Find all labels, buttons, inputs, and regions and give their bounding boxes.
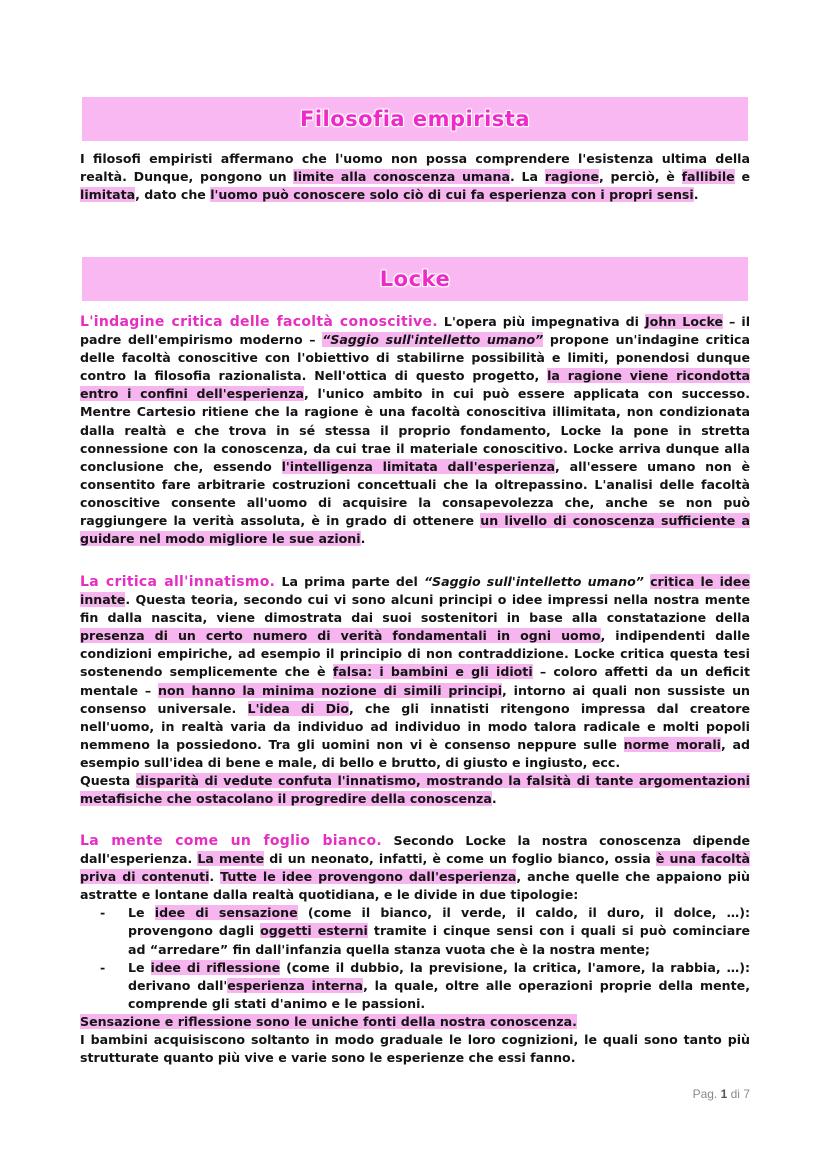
highlight: Tutte le idee provengono dall'esperienza [220, 869, 517, 885]
text: , dato che [135, 187, 211, 203]
highlight: limitata [80, 187, 136, 203]
text: . La [510, 169, 545, 185]
highlight: disparità di vedute confuta l'innatismo, mostrando la falsità di tante argomentazioni metafisiche che ostacolano il progredire della conoscenza [80, 773, 750, 807]
highlight: L'idea di Dio [247, 700, 350, 716]
text: Secondo Locke la nostra conoscenza dipende dall'esperienza. [80, 833, 750, 867]
text: tramite i cinque sensi con i quali si può cominciare ad “arredare” fin dall'infanzia quella stanza vuota che è la nostra mente; [128, 923, 750, 957]
text: – coloro affetti da un deficit mentale – [80, 664, 750, 698]
paragraph-foglio-bianco [80, 832, 750, 1067]
highlight: l'uomo può conoscere solo ciò di cui fa esperienza con i propri sensi [210, 187, 694, 203]
section-banner-empirismo [82, 97, 748, 141]
text: , l'unico ambito in cui può essere applicata con successo. Mentre Cartesio ritiene che la ragione è una facoltà conoscitiva illimitata, non condizionata dalla realtà e che trova in sé stessa il proprio fondamento, Locke la pone in stretta connessione con la conoscenza, da cui trae il materiale conoscitivo. Locke arriva dunque alla conclusione che, essendo [80, 386, 750, 474]
text: , anche quelle che appaiono più astratte e lontane dalla realtà quotidiana, e le divide in due tipologie: [80, 869, 750, 903]
highlight: la ragione viene ricondotta entro i confini dell'esperienza [80, 368, 750, 402]
text: propone un'indagine critica delle facoltà conoscitive con l'obiettivo di stabilirne possibilità e limiti, ponendosi dunque contro la filosofia razionalista. Nell'ottica di questo progetto, [80, 332, 750, 384]
paragraph-heading: L'indagine critica delle facoltà conoscitive. [80, 314, 438, 330]
highlight: esperienza interna [227, 977, 364, 993]
text: di un neonato, infatti, è come un foglio bianco, ossia [264, 851, 656, 867]
list-item [80, 904, 750, 958]
text: , indipendenti dalle condizioni empiriche, ad esempio il principio di non contraddizione. Locke critica questa tesi sostenendo semplicemente che è [80, 628, 750, 680]
highlight: idee di riflessione [150, 959, 281, 975]
text: . Questa teoria, secondo cui vi sono alcuni principi o idee impressi nella nostra mente fin dalla nascita, viene dimostrata dai suoi sostenitori in base alla constatazione della [80, 592, 750, 626]
highlight: non hanno la minima nozione di simili principi [158, 682, 503, 698]
highlight: limite alla conoscenza umana [293, 169, 510, 185]
highlight: oggetti esterni [260, 923, 368, 939]
text: I bambini acquisiscono soltanto in modo graduale le loro cognizioni, le quali sono tanto più strutturate quanto più vive e varie sono le esperienze che essi fanno. [80, 1032, 750, 1066]
paragraph-heading: La critica all'innatismo. [80, 574, 276, 590]
text: La prima parte del [275, 574, 424, 589]
highlight: fallibile [681, 169, 735, 185]
text: , che gli innatisti ritengono impressa dal creatore nell'uomo, in realtà varia da individuo ad individuo in modo talora radicale e molti popoli nemmeno la possiedono. Tra gli uomini non vi è consenso neppure sulle [80, 700, 750, 752]
highlight-conclusion: Sensazione e riflessione sono le uniche fonti della nostra conoscenza. [80, 1013, 577, 1029]
text: Le [128, 905, 155, 921]
highlight: è una facoltà priva di contenuti [80, 851, 750, 885]
text: – il padre dell'empirismo moderno – [80, 314, 751, 348]
section-banner-locke [82, 257, 748, 301]
current-page: 1 [720, 1087, 728, 1101]
footer-text: Pag. [692, 1087, 721, 1101]
highlight: idee di sensazione [154, 905, 298, 921]
text: , la quale, oltre alle operazioni proprie della mente, comprende gli stati d'animo e le passioni. [128, 977, 750, 1011]
idea-types-list [80, 904, 750, 1013]
highlight: norme morali [623, 736, 721, 752]
page-number [660, 1087, 750, 1101]
paragraph-indagine-critica [80, 313, 750, 548]
highlight: falsa: i bambini e gli idioti [332, 664, 533, 680]
text: (come il bianco, il verde, il caldo, il duro, il dolce, …): provengono dagli [128, 905, 750, 939]
section-title: Filosofia empirista [299, 107, 531, 131]
text: (come il dubbio, la previsione, la critica, l'amore, la rabbia, …): derivano dall' [128, 959, 750, 993]
highlight: un livello di conoscenza sufficiente a guidare nel modo migliore le sue azioni [80, 513, 750, 547]
total-pages: 7 [743, 1087, 750, 1101]
list-item [80, 959, 750, 1013]
footer-text: di [727, 1087, 744, 1101]
bullet-dash: - [100, 905, 106, 921]
text: . [360, 531, 366, 547]
paragraph-heading: La mente come un foglio bianco. [80, 833, 383, 849]
intro-paragraph [80, 150, 750, 204]
text: Le [128, 959, 151, 975]
section-title: Locke [379, 267, 451, 291]
text: . [491, 791, 497, 807]
text: . [693, 187, 699, 203]
paragraph-critica-innatismo [80, 573, 750, 808]
text: e [734, 169, 750, 185]
highlight: John Locke [645, 314, 724, 329]
highlight: La mente [197, 851, 265, 867]
text: , intorno ai quali non sussiste un consenso universale. [80, 682, 750, 716]
quote: “Saggio sull'intelletto umano” [423, 574, 644, 589]
text: I filosofi empiristi affermano che l'uomo non possa comprendere l'esistenza ultima della realtà. Dunque, pongono un [80, 151, 750, 185]
text: , all'essere umano non è consentito fare arbitrarie costruzioni concettuali che la oltrepassino. L'analisi delle facoltà conoscitive consente all'uomo di acquisire la consapevolezza che, anche se non può raggiungere la verità assoluta, è in grado di ottenere [80, 458, 751, 529]
highlight-quote: “Saggio sull'intelletto umano” [322, 332, 544, 348]
text: , perciò, è [599, 169, 682, 185]
highlight: l'intelligenza limitata dall'esperienza [281, 458, 556, 474]
highlight: ragione [544, 169, 600, 185]
text: Questa [80, 773, 136, 789]
text: , ad esempio sull'idea di bene e male, di bello e brutto, di giusto e ingiusto, ecc. [80, 736, 751, 770]
highlight: critica le idee innate [80, 574, 750, 608]
highlight: presenza di un certo numero di verità fondamentali in ogni uomo [80, 628, 601, 644]
text: . [209, 869, 221, 885]
bullet-dash: - [100, 959, 106, 975]
text: L'opera più impegnativa di [437, 314, 645, 329]
